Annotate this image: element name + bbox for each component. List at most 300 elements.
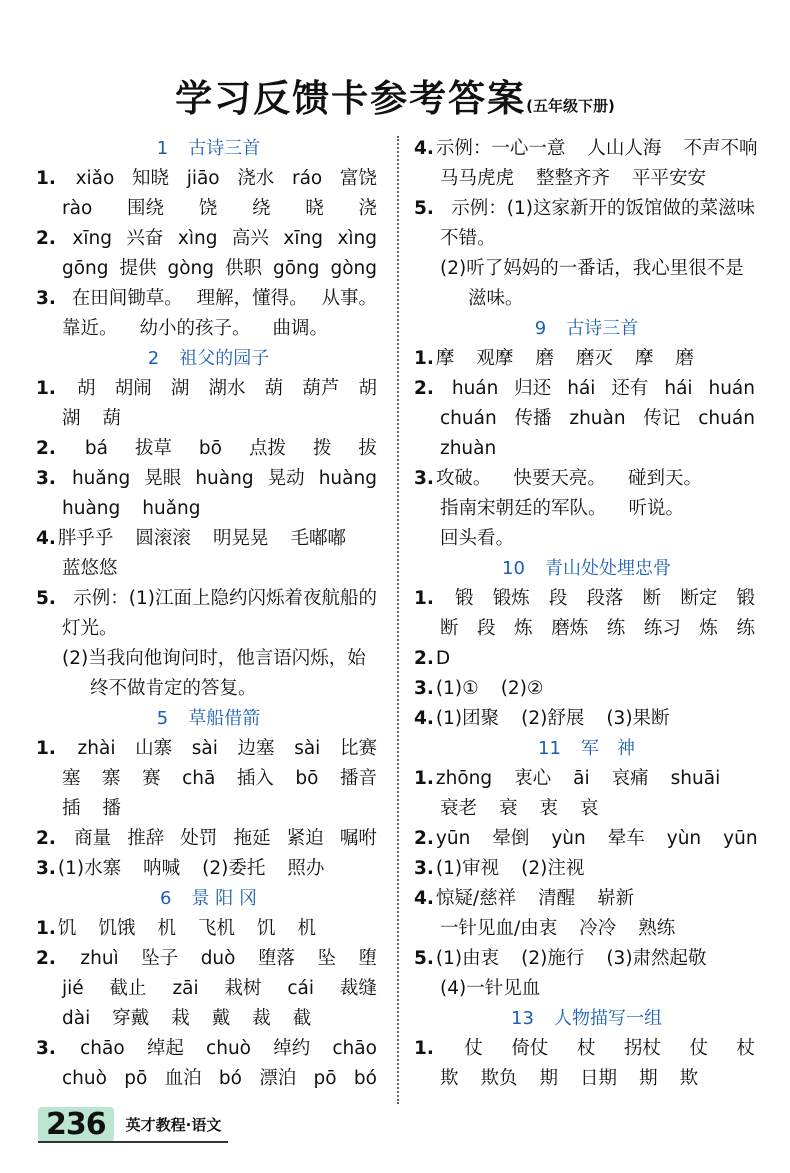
continuation-line — [36, 494, 381, 524]
answer-token: chuán — [698, 408, 755, 429]
question-number: 2. — [36, 438, 56, 459]
question-number: 4. — [414, 138, 434, 159]
question-number: 1. — [414, 768, 434, 789]
answer-token: gōng — [62, 258, 109, 279]
answer-token: 胖乎乎 — [57, 528, 114, 549]
answer-token: 围绕 — [126, 198, 164, 219]
answer-token: 饥 — [57, 918, 77, 939]
section-title-part: 10 — [502, 558, 525, 579]
answer-token: 示例：(1)这家新开的饭馆做的菜滋味 — [451, 198, 755, 219]
answer-token: 衰 — [499, 798, 518, 819]
section-title-part: 11 — [538, 738, 561, 759]
answer-token: 曲调。 — [272, 318, 329, 339]
question-number: 3. — [36, 288, 56, 309]
answer-token: xīng — [283, 228, 323, 249]
answer-token: 胡闹 — [114, 378, 152, 399]
answer-token: 晓 — [305, 198, 324, 219]
question-number: 2. — [36, 228, 56, 249]
answer-token: 练习 — [643, 618, 681, 639]
answer-token: 赛 — [142, 768, 161, 789]
answer-token: (2)② — [500, 678, 544, 699]
answer-token: 平平安安 — [632, 168, 707, 189]
question-line — [414, 944, 759, 974]
continuation-line — [36, 794, 381, 824]
answer-token: 惊疑/慈祥 — [435, 888, 517, 909]
answer-token: 截止 — [109, 978, 147, 999]
answer-token: ráo — [291, 168, 323, 189]
continuation-line — [414, 254, 759, 284]
answer-token: 快要天亮。 — [513, 468, 606, 489]
question-number: 5. — [36, 588, 56, 609]
answer-token: (2)注视 — [521, 858, 585, 879]
continuation-line — [414, 284, 759, 314]
question-number: 3. — [414, 858, 434, 879]
answer-token: 坠子 — [141, 948, 179, 969]
question-line — [36, 464, 381, 494]
answer-token: 指南宋朝廷的军队。 — [440, 498, 607, 519]
footer-rule — [38, 1141, 228, 1143]
answer-token: huǎng — [142, 498, 201, 519]
answer-token: 段 — [548, 588, 568, 609]
answer-token: pō — [124, 1068, 148, 1089]
section-heading — [36, 134, 381, 164]
answer-token: 练 — [606, 618, 626, 639]
answer-token: 裁 — [252, 1008, 271, 1029]
answer-token: (1)审视 — [435, 858, 500, 879]
answer-token: 晕倒 — [492, 828, 530, 849]
page-footer — [38, 1107, 221, 1142]
question-line — [36, 854, 381, 884]
continuation-line — [414, 1064, 759, 1094]
answer-token: 锻炼 — [492, 588, 530, 609]
answer-token: 日期 — [580, 1068, 618, 1089]
answer-token: 晕车 — [607, 828, 645, 849]
question-number: 1. — [414, 348, 434, 369]
answer-token: chā — [182, 768, 216, 789]
answer-token: 欺 — [440, 1068, 459, 1089]
question-line — [36, 284, 381, 314]
answer-token: 倚仗 — [511, 1038, 549, 1059]
answer-token: bó — [353, 1068, 377, 1089]
continuation-line — [36, 674, 381, 704]
page-title — [0, 68, 790, 122]
section-heading — [36, 344, 381, 374]
answer-token: zhōng — [435, 768, 493, 789]
answer-token: pō — [313, 1068, 337, 1089]
answer-token: (3)肃然起敬 — [606, 948, 707, 969]
answer-token: (2)舒展 — [521, 708, 585, 729]
answer-token: 欺 — [679, 1068, 699, 1089]
answer-token: 摩 — [435, 348, 455, 369]
answer-token: 毛嘟嘟 — [290, 528, 346, 549]
section-title-part: 1 — [156, 138, 169, 159]
section-heading — [414, 554, 759, 584]
question-line — [36, 524, 381, 554]
answer-token: 理解，懂得。 — [196, 288, 308, 309]
answer-token: 处罚 — [180, 828, 218, 849]
answer-token: 滋味。 — [468, 288, 524, 309]
question-number: 2. — [414, 378, 434, 399]
answer-token: 幼小的孩子。 — [139, 318, 251, 339]
question-number: 3. — [414, 468, 434, 489]
answer-token: 商量 — [74, 828, 112, 849]
answer-token: 仗 — [689, 1038, 708, 1059]
answer-token: 血泊 — [164, 1068, 202, 1089]
answer-token: 炼 — [514, 618, 533, 639]
question-line — [414, 374, 759, 404]
question-number: 2. — [36, 828, 56, 849]
answer-token: 攻破。 — [435, 468, 492, 489]
answer-token: 马马虎虎 — [440, 168, 515, 189]
answer-token: 杖 — [576, 1038, 596, 1059]
answer-token: zāi — [172, 978, 199, 999]
answer-token: 传播 — [514, 408, 552, 429]
question-line — [36, 824, 381, 854]
answer-token: 清醒 — [538, 888, 576, 909]
answer-token: xìng — [337, 228, 377, 249]
question-number: 3. — [414, 678, 434, 699]
answer-token: gòng — [330, 258, 377, 279]
answer-token: 哀 — [580, 798, 599, 819]
answer-token: 绰约 — [273, 1038, 311, 1059]
answer-token: 穿戴 — [112, 1008, 150, 1029]
question-line — [414, 854, 759, 884]
answer-token: 灯光。 — [62, 618, 118, 639]
answer-token: 栽 — [171, 1008, 190, 1029]
answer-token: 不声不响 — [683, 138, 758, 159]
question-line — [414, 674, 759, 704]
section-title-part: 青山处处埋忠骨 — [544, 558, 671, 579]
section-title-part: 古诗三首 — [188, 138, 261, 159]
question-line — [414, 344, 759, 374]
answer-token: rào — [62, 198, 93, 219]
answer-token: 回头看。 — [440, 528, 515, 549]
answer-token: 比赛 — [339, 738, 377, 759]
answer-token: āi — [573, 768, 590, 789]
answer-token: 山寨 — [135, 738, 173, 759]
continuation-line — [414, 794, 759, 824]
answer-token: 堕落 — [257, 948, 295, 969]
answer-token: 碰到天。 — [627, 468, 702, 489]
section-heading — [414, 1004, 759, 1034]
answer-token: 拔 — [358, 438, 377, 459]
section-title-part: 军 神 — [580, 738, 635, 759]
section-title-part: 人物描写一组 — [553, 1008, 662, 1029]
question-number: 5. — [414, 198, 434, 219]
answer-token: (4)一针见血 — [440, 978, 541, 999]
continuation-line — [36, 314, 381, 344]
continuation-line — [36, 194, 381, 224]
question-line — [414, 134, 759, 164]
page-number: 236 — [38, 1107, 114, 1142]
answer-token: chāo — [80, 1038, 125, 1059]
answer-token: huǎng — [71, 468, 131, 489]
answer-token: 磨 — [535, 348, 554, 369]
answer-token: yūn — [435, 828, 471, 849]
answer-token: bá — [84, 438, 108, 459]
answer-token: 高兴 — [231, 228, 269, 249]
question-line — [36, 914, 381, 944]
question-number: 1. — [36, 918, 56, 939]
answer-token: 坠 — [317, 948, 336, 969]
answer-token: (1)团聚 — [435, 708, 500, 729]
answer-token: 堕 — [358, 948, 377, 969]
answer-token: chuò — [62, 1068, 107, 1089]
answer-token: 绕 — [251, 198, 271, 219]
answer-token: sài — [294, 738, 321, 759]
answer-token: dài — [62, 1008, 91, 1029]
question-number: 3. — [36, 858, 56, 879]
answer-token: 点拨 — [248, 438, 286, 459]
left-column — [36, 134, 381, 1094]
answer-token: xiǎo — [75, 168, 115, 189]
question-line — [36, 224, 381, 254]
question-line — [414, 884, 759, 914]
answer-token: 湖 — [170, 378, 190, 399]
answer-token: (1)由衷 — [435, 948, 500, 969]
answer-token: chuán — [440, 408, 497, 429]
continuation-line — [414, 164, 759, 194]
question-line — [414, 704, 759, 734]
answer-token: jié — [62, 978, 84, 999]
answer-token: 磨炼 — [551, 618, 589, 639]
answer-token: 富饶 — [339, 168, 377, 189]
answer-token: chāo — [332, 1038, 377, 1059]
question-line — [36, 584, 381, 614]
section-heading — [414, 734, 759, 764]
answer-token: hái — [664, 378, 693, 399]
answer-token: 嘱咐 — [339, 828, 377, 849]
answer-token: 寨 — [102, 768, 121, 789]
question-line — [414, 584, 759, 614]
answer-token: 衰老 — [440, 798, 478, 819]
section-heading — [36, 884, 381, 914]
answer-token: 绰起 — [146, 1038, 184, 1059]
section-title-part: 5 — [156, 708, 169, 729]
answer-token: gòng — [167, 258, 215, 279]
question-line — [414, 764, 759, 794]
section-title-part: 古诗三首 — [566, 318, 639, 339]
answer-token: 拐杖 — [623, 1038, 661, 1059]
section-heading — [414, 314, 759, 344]
answer-token: 播音 — [339, 768, 377, 789]
question-line — [414, 644, 759, 674]
question-line — [36, 944, 381, 974]
right-column — [414, 134, 759, 1094]
answer-token: yūn — [723, 828, 758, 849]
answer-token: (1)水寨 — [57, 858, 122, 879]
answer-token: 衷 — [539, 798, 559, 819]
answer-token: xìng — [177, 228, 218, 249]
answer-token: xīng — [72, 228, 112, 249]
answer-token: 葫芦 — [302, 378, 340, 399]
answer-token: shuāi — [670, 768, 721, 789]
answer-token: yùn — [551, 828, 586, 849]
answer-token: 欺负 — [480, 1068, 518, 1089]
question-line — [414, 1034, 759, 1064]
answer-token: 飞机 — [197, 918, 235, 939]
answer-token: 不错。 — [440, 228, 496, 249]
answer-token: 饥饿 — [98, 918, 136, 939]
answer-token: 衷心 — [514, 768, 552, 789]
answer-token: 葫 — [264, 378, 284, 399]
section-title-part: 草船借箭 — [188, 708, 261, 729]
answer-token: 磨 — [675, 348, 694, 369]
answer-token: 杖 — [736, 1038, 755, 1059]
answer-token: 插入 — [236, 768, 274, 789]
answer-token: 仗 — [464, 1038, 483, 1059]
answer-token: 段落 — [586, 588, 624, 609]
answer-token: (1)① — [435, 678, 479, 699]
answer-token: 冷冷 — [579, 918, 617, 939]
column-divider — [397, 136, 399, 1104]
answer-token: zhuàn — [569, 408, 626, 429]
question-number: 1. — [414, 1038, 434, 1059]
answer-token: 晃动 — [267, 468, 305, 489]
answer-token: 观摩 — [476, 348, 514, 369]
continuation-line — [36, 404, 381, 434]
answer-token: 播 — [102, 798, 122, 819]
section-title-part: 6 — [160, 888, 172, 909]
answer-token: 摩 — [634, 348, 654, 369]
answer-token: 塞 — [62, 768, 81, 789]
question-number: 2. — [36, 948, 56, 969]
answer-token: 示例：一心一意 — [435, 138, 566, 159]
answer-token: 晃眼 — [144, 468, 182, 489]
question-number: 1. — [414, 588, 434, 609]
answer-token: gōng — [272, 258, 320, 279]
answer-token: 边塞 — [237, 738, 275, 759]
question-line — [36, 374, 381, 404]
continuation-line — [414, 404, 759, 434]
answer-token: 推辞 — [127, 828, 165, 849]
answer-token: (2)听了妈妈的一番话，我心里很不是 — [440, 258, 744, 279]
continuation-line — [36, 554, 381, 584]
answer-token: 终不做肯定的答复。 — [90, 678, 257, 699]
question-number: 1. — [36, 378, 56, 399]
answer-token: yùn — [666, 828, 702, 849]
continuation-line — [414, 224, 759, 254]
answer-token: 供职 — [224, 258, 262, 279]
answer-token: 锻 — [455, 588, 474, 609]
answer-token: 炼 — [699, 618, 718, 639]
answer-token: huán — [451, 378, 499, 399]
answer-token: 浇水 — [237, 168, 275, 189]
answer-token: 呐喊 — [143, 858, 181, 879]
answer-token: 磨灭 — [575, 348, 613, 369]
continuation-line — [36, 974, 381, 1004]
section-heading — [36, 704, 381, 734]
answer-token: 照办 — [287, 858, 325, 879]
continuation-line — [36, 254, 381, 284]
answer-token: duò — [200, 948, 236, 969]
answer-token: 湖水 — [208, 378, 246, 399]
continuation-line — [36, 614, 381, 644]
answer-token: 机 — [297, 918, 316, 939]
answer-token: 练 — [736, 618, 755, 639]
answer-token: 栽树 — [224, 978, 262, 999]
answer-token: 归还 — [514, 378, 552, 399]
continuation-line — [36, 1004, 381, 1034]
answer-token: 机 — [157, 918, 176, 939]
section-title-part: 祖父的园子 — [179, 348, 270, 369]
answer-token: 拖延 — [233, 828, 271, 849]
answer-token: 拔草 — [134, 438, 172, 459]
answer-token: huàng — [195, 468, 254, 489]
answer-token: 靠近。 — [62, 318, 118, 339]
answer-token: 听说。 — [628, 498, 685, 519]
question-number: 2. — [414, 648, 434, 669]
question-number: 4. — [36, 528, 56, 549]
question-number: 4. — [414, 708, 434, 729]
answer-token: 还有 — [611, 378, 649, 399]
section-title-part: 景 阳 冈 — [191, 888, 257, 909]
answer-token: 知晓 — [132, 168, 170, 189]
answer-token: 熟练 — [638, 918, 676, 939]
question-line — [414, 824, 759, 854]
answer-token: huàng — [318, 468, 377, 489]
answer-token: 期 — [639, 1068, 658, 1089]
question-number: 3. — [36, 1038, 56, 1059]
question-line — [36, 434, 381, 464]
answer-token: 兴奋 — [126, 228, 164, 249]
answer-token: 崭新 — [597, 888, 635, 909]
answer-token: 人山人海 — [587, 138, 662, 159]
question-number: 5. — [414, 948, 434, 969]
answer-token: 浇 — [358, 198, 377, 219]
book-name: 英才教程·语文 — [125, 1116, 222, 1134]
question-number: 1. — [36, 168, 56, 189]
answer-token: 哀痛 — [611, 768, 649, 789]
answer-token: bō — [295, 768, 319, 789]
answer-token: 断 — [642, 588, 662, 609]
answer-token: 截 — [292, 1008, 312, 1029]
answer-token: hái — [567, 378, 596, 399]
answer-token: zhài — [77, 738, 116, 759]
continuation-line — [414, 524, 759, 554]
answer-token: 拨 — [312, 438, 332, 459]
question-number: 4. — [414, 888, 434, 909]
answer-token: 饥 — [256, 918, 276, 939]
answer-token: huán — [708, 378, 755, 399]
answer-token: 一针见血/由衷 — [440, 918, 558, 939]
section-title-part: 13 — [511, 1008, 534, 1029]
answer-token: 断定 — [680, 588, 718, 609]
continuation-line — [414, 614, 759, 644]
answer-token: jiāo — [186, 168, 220, 189]
answer-token: zhuàn — [440, 438, 497, 459]
answer-token: 整整齐齐 — [536, 168, 611, 189]
answer-token: 明晃晃 — [212, 528, 269, 549]
answer-token: 漂泊 — [259, 1068, 297, 1089]
question-line — [36, 1034, 381, 1064]
answer-token: sài — [191, 738, 218, 759]
answer-token: 在田间锄草。 — [71, 288, 183, 309]
section-title-part: 9 — [534, 318, 547, 339]
answer-token: 胡 — [358, 378, 377, 399]
answer-token: 期 — [539, 1068, 559, 1089]
continuation-line — [414, 974, 759, 1004]
answer-token: zhuì — [80, 948, 119, 969]
answer-token: bō — [198, 438, 222, 459]
answer-token: (2)委托 — [202, 858, 266, 879]
continuation-line — [414, 914, 759, 944]
answer-token: chuò — [206, 1038, 251, 1059]
question-line — [414, 464, 759, 494]
answer-token: bó — [218, 1068, 242, 1089]
answer-token: 紧迫 — [286, 828, 324, 849]
question-number: 1. — [36, 738, 56, 759]
